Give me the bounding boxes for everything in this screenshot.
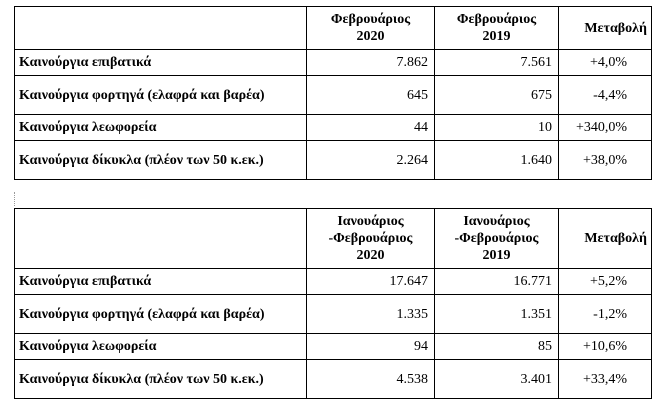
table-row [15,295,652,334]
value-2020: 1.335 [307,295,435,334]
row-label: Καινούργια φορτηγά (ελαφρά και βαρέα) [15,76,307,115]
header-line: 2020 [356,248,385,263]
row-label: Καινούργια επιβατικά [15,50,307,76]
value-change: +10,6% [559,334,652,360]
value-change: -1,2% [559,295,652,334]
header-empty-cell [15,209,307,269]
value-change: +4,0% [559,50,652,76]
registrations-table-february [14,6,652,180]
value-2020: 2.264 [307,141,435,180]
table-row [15,115,652,141]
row-label: Καινούργια δίκυκλα (πλέον των 50 κ.εκ.) [15,141,307,180]
header-empty-cell [15,7,307,50]
row-label: Καινούργια επιβατικά [15,269,307,295]
value-2020: 44 [307,115,435,141]
table-row [15,269,652,295]
value-change: +38,0% [559,141,652,180]
row-label: Καινούργια δίκυκλα (πλέον των 50 κ.εκ.) [15,360,307,399]
value-change: +5,2% [559,269,652,295]
header-february-2019 [435,7,559,50]
value-2019: 16.771 [435,269,559,295]
table-row [15,50,652,76]
table-row [15,76,652,115]
header-line: Φεβρουάριος [456,12,537,27]
value-2019: 3.401 [435,360,559,399]
header-line: Ιανουάριος [337,214,404,229]
table-row [15,334,652,360]
header-line: 2020 [356,29,385,44]
header-line: 2019 [482,248,511,263]
value-2020: 17.647 [307,269,435,295]
value-2020: 7.862 [307,50,435,76]
table-row [15,141,652,180]
value-2020: 4.538 [307,360,435,399]
header-change: Μεταβολή [559,209,652,269]
row-label: Καινούργια λεωφορεία [15,334,307,360]
registrations-table-january-february [14,208,652,399]
header-line: Φεβρουάριος [330,12,411,27]
value-2019: 1.351 [435,295,559,334]
row-label: Καινούργια λεωφορεία [15,115,307,141]
header-change: Μεταβολή [559,7,652,50]
header-line: -Φεβρουάριος [328,231,413,246]
value-2020: 94 [307,334,435,360]
value-2019: 1.640 [435,141,559,180]
header-jan-feb-2020 [307,209,435,269]
header-february-2020 [307,7,435,50]
value-change: +340,0% [559,115,652,141]
row-label: Καινούργια φορτηγά (ελαφρά και βαρέα) [15,295,307,334]
header-line: -Φεβρουάριος [454,231,539,246]
value-change: -4,4% [559,76,652,115]
table-row [15,360,652,399]
value-change: +33,4% [559,360,652,399]
header-row [15,7,652,50]
header-row [15,209,652,269]
value-2019: 10 [435,115,559,141]
value-2019: 85 [435,334,559,360]
value-2020: 645 [307,76,435,115]
value-2019: 7.561 [435,50,559,76]
header-line: 2019 [482,29,511,44]
value-2019: 675 [435,76,559,115]
paragraph-marker [14,192,17,206]
header-jan-feb-2019 [435,209,559,269]
header-line: Ιανουάριος [463,214,530,229]
